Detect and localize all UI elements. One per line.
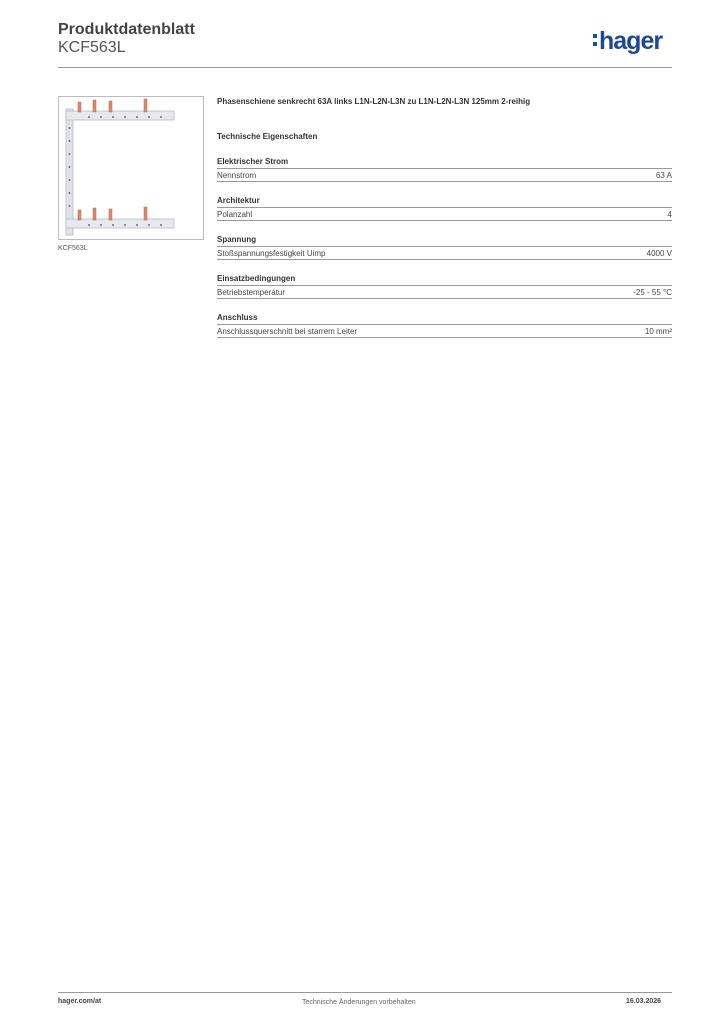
footer-website: hager.com/at [58, 998, 102, 1005]
product-description: Phasenschiene senkrecht 63A links L1N-L2N-L3N zu L1N-L2N-L3N 125mm 2-reihig [217, 97, 531, 106]
section-connection [217, 312, 672, 338]
section-operating-conditions [217, 273, 672, 299]
header-divider [58, 67, 672, 68]
section-voltage [217, 234, 672, 260]
property-value: 10 mm² [644, 327, 672, 336]
section-heading: Einsatzbedingungen [217, 273, 672, 286]
property-row [217, 286, 672, 299]
section-heading: Spannung [217, 234, 672, 247]
footer-date: 16.03.2026 [626, 998, 662, 1005]
property-label: Betriebstemperatur [217, 288, 286, 297]
hager-logo [593, 27, 662, 55]
section-heading: Architektur [217, 195, 672, 208]
technical-properties-title: Technische Eigenschaften [217, 132, 318, 141]
footer-notice: Technische Änderungen vorbehalten [302, 999, 416, 1006]
property-value: 4 [667, 210, 672, 219]
product-image [58, 96, 204, 240]
footer-divider [58, 992, 672, 993]
section-architecture [217, 195, 672, 221]
logo-text: hager [599, 27, 663, 55]
property-row [217, 208, 672, 221]
property-value: 4000 V [646, 249, 672, 258]
logo-dots-icon [593, 34, 598, 46]
image-caption: KCF563L [58, 245, 88, 252]
busbar-illustration [59, 97, 203, 239]
property-row [217, 247, 672, 260]
property-value: -25 - 55 °C [633, 288, 672, 297]
section-electrical [217, 156, 672, 182]
page-title: Produktdatenblatt [58, 21, 195, 38]
content-column [217, 96, 672, 338]
property-label: Polanzahl [217, 210, 253, 219]
section-heading: Anschluss [217, 312, 672, 325]
section-heading: Elektrischer Strom [217, 156, 672, 169]
property-row [217, 169, 672, 182]
property-label: Anschlussquerschnitt bei starrem Leiter [217, 327, 358, 336]
property-label: Nennstrom [217, 171, 257, 180]
property-row [217, 325, 672, 338]
product-code: KCF563L [58, 39, 126, 56]
property-value: 63 A [655, 171, 672, 180]
property-label: Stoßspannungsfestigkeit Uimp [217, 249, 326, 258]
